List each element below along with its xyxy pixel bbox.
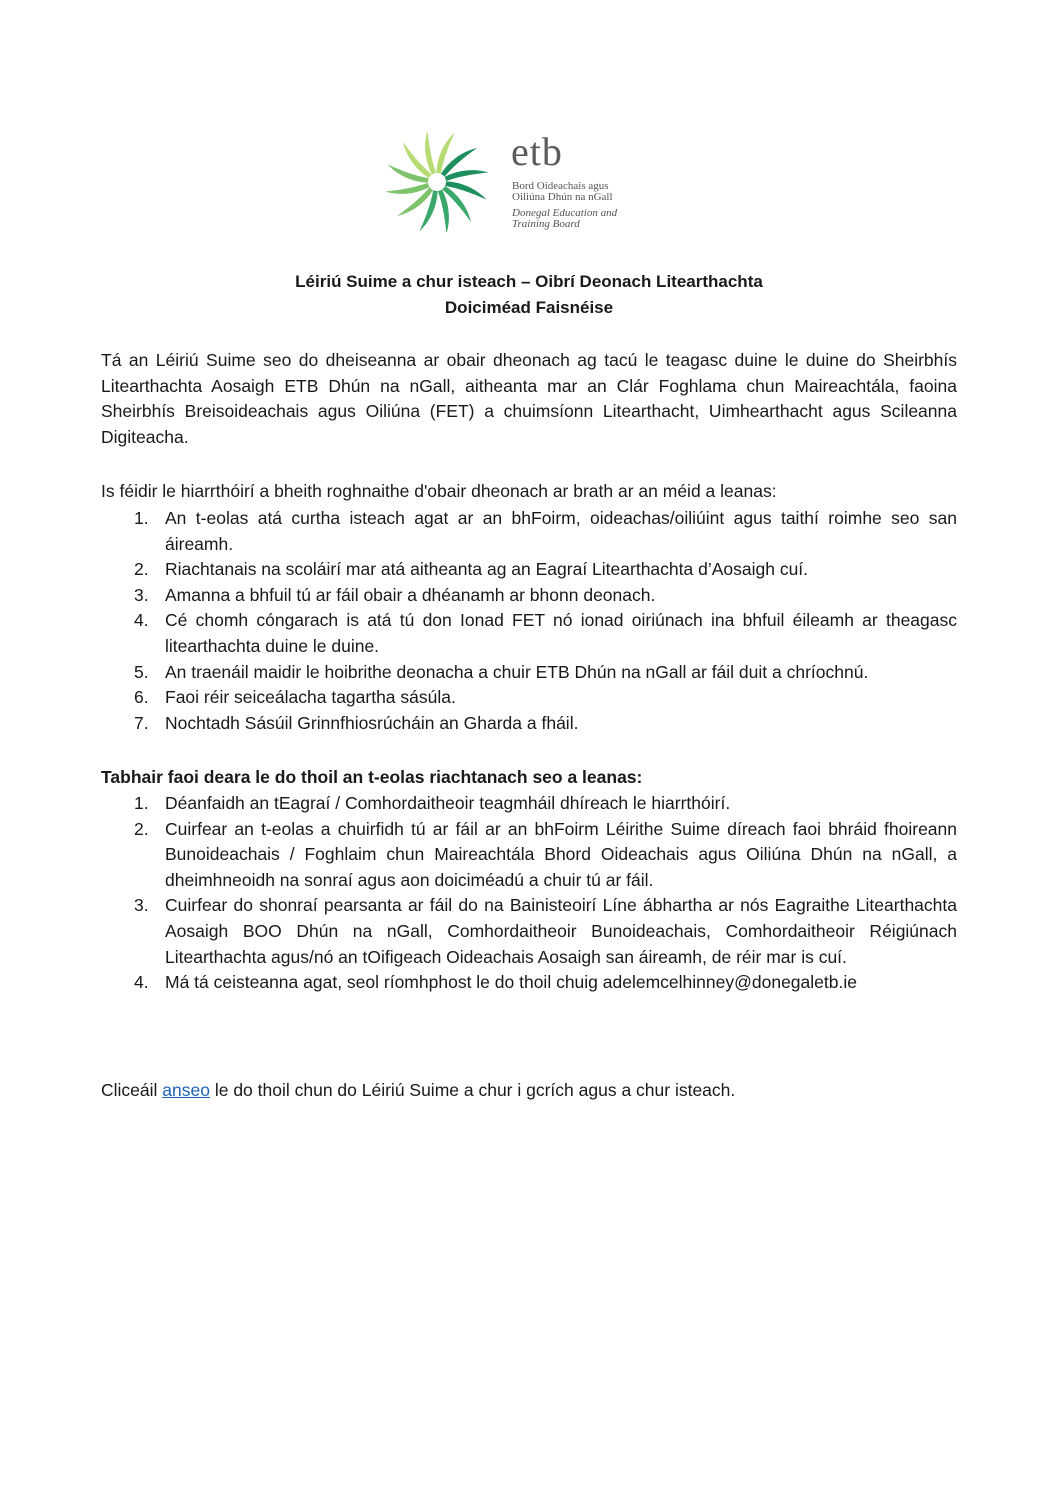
list-item-text: Cuirfear an t-eolas a chuirfidh tú ar fáil ar an bhFoirm Léirithe Suime díreach faoi bhráid fhoireann Bunoideachais / Foghlaim chun Maireachtála Bhord Oideachais agus Oiliúna Dhún na nGall, a dheimhneoidh na sonraí agus aon doiciméadú a chuir tú ar fáil.	[165, 818, 957, 890]
list-item-text: Déanfaidh an tEagraí / Comhordaitheoir teagmháil dhíreach le hiarrthóirí.	[165, 793, 731, 813]
list-item-number: 3.	[134, 584, 149, 605]
list-item	[101, 893, 957, 970]
final-text-before: Cliceáil	[101, 1080, 163, 1100]
list-item-text: Má tá ceisteanna agat, seol ríomhphost le do thoil chuig adelemcelhinney@donegaletb.ie	[165, 972, 857, 993]
logo-line-4: Training Board	[512, 218, 580, 230]
selection-lead: Is féidir le hiarrthóirí a bheith roghnaithe d'obair dheonach ar brath ar an méid a leanas:	[101, 481, 777, 501]
list-item	[101, 685, 957, 711]
list-item	[101, 791, 957, 817]
list-item-number: 4.	[134, 610, 149, 631]
list-item-number: 1.	[134, 793, 149, 813]
list-item	[101, 711, 957, 737]
list-item-text: Riachtanais na scoláirí mar atá aitheanta ag an Eagraí Litearthachta d’Aosaigh cuí.	[165, 559, 809, 580]
list-item-number: 2.	[134, 559, 149, 580]
list-item-text: Cé chomh cóngarach is atá tú don Ionad FET nó ionad oiriúnach ina bhfuil éileamh ar theagasc litearthachta duine le duine.	[165, 610, 957, 656]
list-item-text: Cuirfear do shonraí pearsanta ar fáil do na Bainisteoirí Líne ábhartha ar nós Eagraithe Litearthachta Aosaigh BOO Dhún na nGall, Comhordaitheoir Bunoideachais, Comhordaitheoir Réigiúnach Litearthachta agus/nó an tOifigeach Oideachais Aosaigh san áireamh, de réir mar is cuí.	[165, 895, 957, 967]
list-item	[101, 506, 957, 557]
list-item-number: 5.	[134, 661, 149, 682]
list-item-number: 3.	[134, 895, 149, 916]
list-item-text: Faoi réir seiceálacha tagartha sásúla.	[165, 687, 456, 708]
final-text-after: le do thoil chun do Léiriú Suime a chur i gcrích agus a chur isteach.	[209, 1080, 736, 1100]
list-item	[101, 660, 957, 686]
list-item-number: 6.	[134, 687, 149, 708]
list-item-text: An traenáil maidir le hoibrithe deonacha a chuir ETB Dhún na nGall ar fáil duit a chríochnú.	[165, 661, 869, 682]
list-item-text: Amanna a bhfuil tú ar fáil obair a dhéanamh ar bhonn deonach.	[165, 584, 656, 605]
logo-line-2: Oiliúna Dhún na nGall	[512, 191, 613, 203]
notes-list	[101, 791, 957, 996]
swirl-logo-icon	[385, 132, 497, 232]
list-item-number: 4.	[134, 972, 149, 993]
logo-line-3: Donegal Education and	[512, 207, 618, 219]
final-instruction	[101, 1078, 957, 1104]
list-item	[101, 557, 957, 583]
list-item-text: Nochtadh Sásúil Grinnfhiosrúcháin an Gharda a fháil.	[165, 712, 579, 733]
here-link[interactable]: anseo	[162, 1080, 210, 1100]
document-title: Léiriú Suime a chur isteach – Oibrí Deonach Litearthachta	[295, 272, 763, 291]
list-item	[101, 970, 957, 996]
list-item-number: 7.	[134, 712, 149, 733]
list-item-text: An t-eolas atá curtha isteach agat ar an bhFoirm, oideachas/oiliúint agus taithí roimhe seo san áireamh.	[165, 508, 957, 554]
etb-logo	[385, 129, 630, 232]
list-item	[101, 583, 957, 609]
list-item-number: 1.	[134, 508, 149, 528]
intro-paragraph: Tá an Léiriú Suime seo do dheiseanna ar obair dheonach ag tacú le teagasc duine le duine do Sheirbhís Litearthachta Aosaigh ETB Dhún na nGall, aitheanta mar an Clár Foghlama chun Maireachtála, faoina Sheirbhís Breisoideachais agus Oiliúna (FET) a chuimsíonn Litearthacht, Uimhearthacht agus Scileanna Digiteacha.	[101, 350, 957, 447]
list-item-number: 2.	[134, 818, 149, 839]
list-item	[101, 817, 957, 894]
selection-criteria-list	[101, 506, 957, 736]
notes-heading: Tabhair faoi deara le do thoil an t-eolas riachtanach seo a leanas:	[101, 767, 643, 787]
document-subtitle: Doiciméad Faisnéise	[444, 298, 614, 317]
logo-wordmark: etb	[511, 129, 563, 174]
list-item	[101, 608, 957, 659]
logo-line-1: Bord Oideachais agus	[512, 180, 609, 192]
